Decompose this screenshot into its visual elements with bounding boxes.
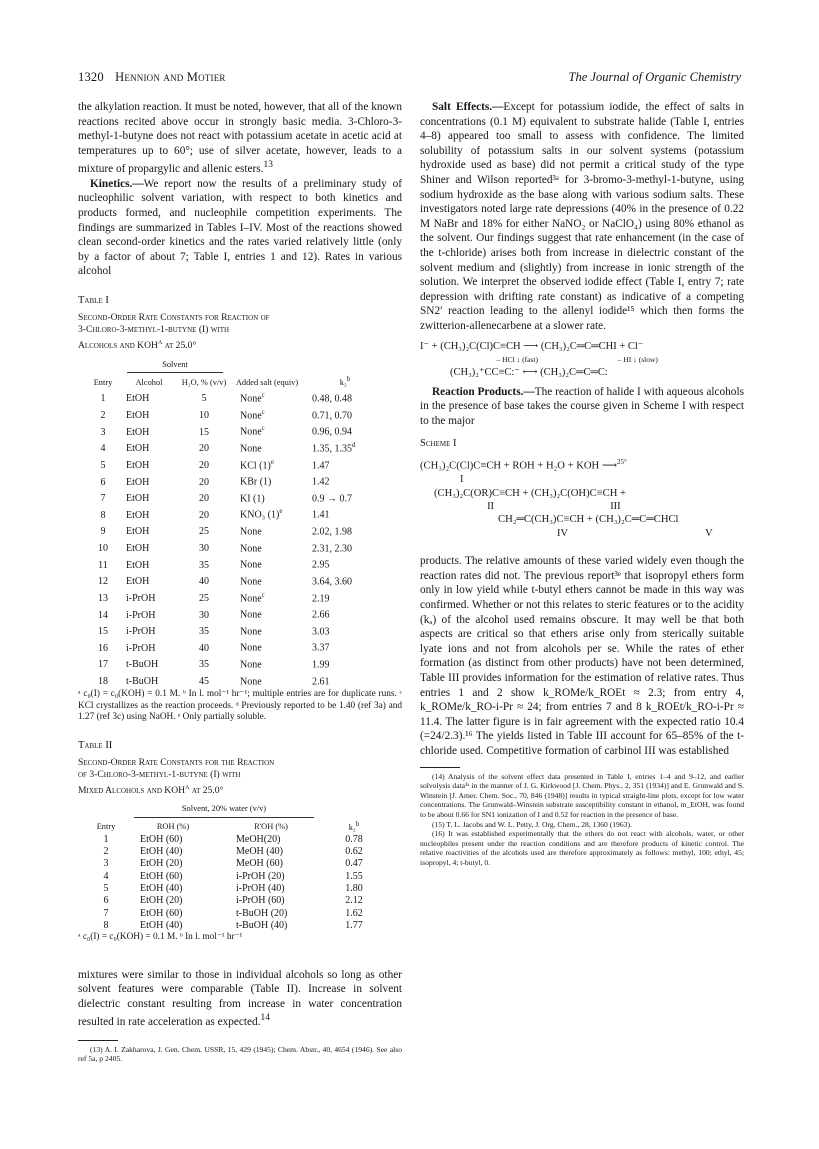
paragraph-mixtures: mixtures were similar to those in individual alcohols so long as other solvent features were comparable (Table II). Increase in solvent dielectric constant resulting from increase in water concentration resulted in rate acceleration as expected.$^{14}$ bbox=[78, 968, 402, 1029]
table-row bbox=[86, 920, 386, 932]
table-row bbox=[86, 505, 386, 522]
cell-k2: 3.37 bbox=[312, 642, 330, 654]
table-row bbox=[86, 406, 386, 423]
table-2-footnote: ᵃ c₀(I) = c₀(KOH) = 0.1 M. ᵇ In l. mol⁻¹ hr⁻¹ bbox=[78, 932, 243, 943]
cell-entry: 2 bbox=[100, 410, 106, 422]
scheme-line-1: (CH₃)₂C(Cl)C≡CH + ROH + H₂O + KOH ⟶$^{25^\circ}$ bbox=[420, 458, 627, 472]
cell-k2: 1.99 bbox=[312, 659, 330, 671]
paragraph-alkylation: the alkylation reaction. It must be noted, however, that all of the known reactions recited above occur in strongly basic media. 3-Chloro-3-methyl-1-butyne does not react with potassium acetate in acetic acid at temperatures up to 60°; use of silver acetate, however, leads to a mixture of propargylic and allenic esters.$^{13}$ bbox=[78, 101, 402, 176]
cell-alcohol: EtOH bbox=[126, 459, 150, 471]
cell-added-salt: None bbox=[240, 659, 262, 671]
cell-added-salt: KBr (1) bbox=[240, 476, 272, 488]
cell-roh: EtOH (20) bbox=[140, 895, 183, 907]
table-row bbox=[86, 472, 386, 489]
cell-roh: EtOH (60) bbox=[140, 870, 183, 882]
cell-k2: 1.35, 1.35$^d$ bbox=[312, 440, 356, 455]
scheme-1 bbox=[420, 438, 744, 540]
iodide-reaction-equation bbox=[420, 340, 744, 379]
table-2-title: Second-Order Rate Constants for the Reaction of 3-Chloro-3-methyl-1-butyne (I) with Mixed Alcohols and KOH$^a$ at 25.0° bbox=[78, 756, 275, 797]
cell-added-salt: KCl $(1)^e$ bbox=[240, 457, 274, 471]
cell-entry: 14 bbox=[98, 609, 108, 621]
cell-k2: 0.62 bbox=[345, 846, 363, 858]
cell-k2: 0.96, 0.94 bbox=[312, 426, 352, 438]
table-row bbox=[86, 539, 386, 556]
scheme-label-i: I bbox=[460, 474, 464, 486]
cell-k2: 3.64, 3.60 bbox=[312, 576, 352, 588]
cell-added-salt: None bbox=[240, 642, 262, 654]
running-header-left bbox=[78, 70, 226, 85]
cell-k2: 1.47 bbox=[312, 459, 330, 471]
cell-alcohol: i-PrOH bbox=[126, 609, 156, 621]
cell-k2: 2.61 bbox=[312, 676, 330, 688]
cell-k2: 0.71, 0.70 bbox=[312, 410, 352, 422]
footnote-13: (13) A. I. Zakharova, J. Gen. Chem. USSR, 15, 429 (1945); Chem. Abstr., 40, 4654 (1946). See also ref 5a, p 2405. bbox=[78, 1044, 402, 1064]
cell-alcohol: EtOH bbox=[126, 493, 150, 505]
table-row bbox=[86, 572, 386, 589]
scheme-label-v: V bbox=[705, 527, 713, 539]
cell-entry: 11 bbox=[98, 559, 108, 571]
cell-roh: EtOH (40) bbox=[140, 846, 183, 858]
cell-r-prime-oh: MeOH (40) bbox=[236, 846, 283, 858]
table-row bbox=[86, 389, 386, 406]
col-header-entry: Entry bbox=[96, 822, 116, 832]
cell-k2: 1.55 bbox=[345, 870, 363, 882]
cell-added-salt: None$^c$ bbox=[240, 590, 265, 604]
col-header-k2: k₂$^b$ bbox=[339, 374, 351, 387]
cell-water-percent: 10 bbox=[199, 410, 209, 422]
cell-roh: EtOH (20) bbox=[140, 858, 183, 870]
cell-entry: 6 bbox=[103, 895, 109, 907]
footnote-rule bbox=[420, 767, 460, 768]
cell-entry: 15 bbox=[98, 626, 108, 638]
scheme-labels-iv-v bbox=[420, 527, 744, 540]
col-header-roh: ROH (%) bbox=[156, 822, 190, 832]
cell-roh: EtOH (60) bbox=[140, 907, 183, 919]
cell-added-salt: None bbox=[240, 609, 262, 621]
table-row bbox=[86, 883, 386, 895]
table-row bbox=[86, 439, 386, 456]
cell-alcohol: EtOH bbox=[126, 410, 150, 422]
cell-r-prime-oh: MeOH (60) bbox=[236, 858, 283, 870]
cell-alcohol: EtOH bbox=[126, 509, 150, 521]
col-header-water: H₂O, % (v/v) bbox=[181, 377, 227, 387]
cell-k2: 0.9 → 0.7 bbox=[312, 493, 352, 505]
table-row bbox=[86, 672, 386, 689]
footnote-15: (15) T. L. Jacobs and W. L. Petty, J. Org. Chem., 28, 1360 (1963). bbox=[432, 819, 632, 829]
cell-entry: 16 bbox=[98, 642, 108, 654]
cell-entry: 1 bbox=[103, 833, 109, 845]
table-1-title: Second-Order Rate Constants for Reaction of 3-Chloro-3-methyl-1-butyne (I) with Alcohols and KOH$^a$ at 25.0° bbox=[78, 311, 270, 352]
cell-added-salt: None bbox=[240, 526, 262, 538]
cell-added-salt: None bbox=[240, 626, 262, 638]
table-row bbox=[86, 522, 386, 539]
cell-added-salt: None bbox=[240, 543, 262, 555]
scheme-labels-ii-iii bbox=[420, 500, 744, 513]
cell-roh: EtOH (60) bbox=[140, 833, 183, 845]
table-row bbox=[86, 456, 386, 473]
cell-k2: 2.19 bbox=[312, 592, 330, 604]
cell-water-percent: 20 bbox=[199, 459, 209, 471]
footnote-16: (16) It was established experimentally that the ethers do not react with alcohols, water, or other nucleophiles present under the reaction conditions and are therefore products of kinetic control. The relative reactivities of the alcohols used are therefore approximately as follows: methyl, 100; ethyl, 45; isopropyl, 4; t-butyl, 0. bbox=[420, 829, 744, 867]
table-row bbox=[86, 834, 386, 846]
cell-k2: 1.62 bbox=[345, 907, 363, 919]
table-row bbox=[86, 858, 386, 870]
table-1 bbox=[78, 295, 402, 724]
col-header-r-prime-oh: R'OH (%) bbox=[254, 822, 288, 832]
cell-added-salt: None bbox=[240, 576, 262, 588]
cell-r-prime-oh: t-BuOH (20) bbox=[236, 907, 288, 919]
scheme-label-iv: IV bbox=[557, 527, 568, 539]
cell-alcohol: EtOH bbox=[126, 559, 150, 571]
cell-added-salt: None$^c$ bbox=[240, 407, 265, 422]
cell-alcohol: EtOH bbox=[126, 476, 150, 488]
scheme-line-2: (CH₃)₂C(OR)C≡CH + (CH₃)₂C(OH)C≡CH + bbox=[434, 487, 626, 499]
cell-entry: 5 bbox=[103, 882, 109, 894]
cell-k2: 2.31, 2.30 bbox=[312, 543, 352, 555]
cell-water-percent: 20 bbox=[199, 509, 209, 521]
ref-14: 14 bbox=[260, 1013, 270, 1024]
salt-effects-heading: Salt Effects.— bbox=[432, 101, 504, 113]
table-row bbox=[86, 422, 386, 439]
cell-water-percent: 35 bbox=[199, 626, 209, 638]
reaction-line-3: (CH₃)₂⁺CC≡C:⁻ ⟷ (CH₃)₂C═C═C: bbox=[450, 366, 608, 378]
table-1-header-row bbox=[86, 373, 386, 389]
scheme-line-3: CH₂═C(CH₃)C≡CH + (CH₃)₂C═C═CHCl bbox=[498, 514, 679, 526]
cell-entry: 9 bbox=[100, 526, 106, 538]
paragraph-products: products. The relative amounts of these varied widely even though the reaction rates did not. The previous report³ᵉ that isopropyl ethers form only in low yield while t-butyl ethers cannot be made in this way was confirmed. Whether or not this relates to steric features or to the acidity (kₐ) of the alcohol used remains obscure. It may well be that both aspects are critical so that ethers arise only from sterically suitable lyate ions and not from alcohols per se. While the rates of ether formation (as distinct from other products) have not been determined, Table III provides information for the estimation of relative rates. Thus entries 1 and 2 show k_ROMe/k_ROEt ≈ 2.3; from entry 4, k_ROMe/k_RO-i-Pr ≈ 24; from entries 7 and 8 k_ROEt/k_RO-i-Pr ≈ 11.4. The latter figure is in fair agreement with the expected ratio 10.4 (=24/2.3).¹⁶ The yields listed in Table III account for 65–85% of the t-chloride used. Competitive formation of carbinol III was established bbox=[420, 555, 744, 757]
cell-water-percent: 25 bbox=[199, 592, 209, 604]
cell-r-prime-oh: i-PrOH (40) bbox=[236, 882, 285, 894]
col-header-added-salt: Added salt (equiv) bbox=[235, 377, 299, 387]
table-1-footnote: ᵃ c₀(I) = c₀(KOH) = 0.1 M. ᵇ In l. mol⁻¹ hr⁻¹; multiple entries are for duplicate runs. ᶜ KCl crystallizes as the reaction proceeds. ᵈ Previously reported to be 1.40 (ref 3a) and 1.27 (ref 3c) using NaOH. ᵉ Only partially soluble. bbox=[78, 689, 402, 723]
kinetics-heading: Kinetics.— bbox=[90, 177, 144, 190]
reaction-line-1: I⁻ + (CH₃)₂C(Cl)C≡CH ⟶ (CH₃)₂C═C═CHI + Cl⁻ bbox=[420, 340, 644, 352]
table-2 bbox=[78, 740, 402, 944]
cell-alcohol: t-BuOH bbox=[126, 659, 159, 671]
reaction-arrow-labels bbox=[420, 353, 744, 366]
table-row bbox=[86, 895, 386, 907]
cell-alcohol: EtOH bbox=[126, 526, 150, 538]
cell-r-prime-oh: MeOH(20) bbox=[236, 833, 281, 845]
cell-entry: 7 bbox=[100, 493, 106, 505]
cell-alcohol: EtOH bbox=[126, 576, 150, 588]
cell-water-percent: 45 bbox=[199, 676, 209, 688]
cell-entry: 4 bbox=[103, 870, 109, 882]
cell-alcohol: i-PrOH bbox=[126, 592, 156, 604]
scheme-1-title: Scheme I bbox=[420, 438, 457, 450]
table-row bbox=[86, 605, 386, 622]
table-2-header-row bbox=[86, 818, 386, 834]
cell-water-percent: 25 bbox=[199, 526, 209, 538]
cell-r-prime-oh: i-PrOH (20) bbox=[236, 870, 285, 882]
cell-entry: 3 bbox=[103, 858, 109, 870]
col-header-k2: k₂$^b$ bbox=[348, 819, 360, 832]
cell-entry: 13 bbox=[98, 592, 108, 604]
cell-k2: 2.02, 1.98 bbox=[312, 526, 352, 538]
paragraph-reaction-products: Reaction Products.—The reaction of halide I with aqueous alcohols in the presence of base takes the course given in Scheme I with respect to the major bbox=[420, 385, 744, 427]
cell-entry: 18 bbox=[98, 676, 108, 688]
cell-added-salt: None bbox=[240, 443, 262, 455]
cell-entry: 1 bbox=[100, 393, 106, 405]
cell-added-salt: KI (1) bbox=[240, 493, 265, 505]
cell-added-salt: None$^c$ bbox=[240, 424, 265, 438]
cell-entry: 3 bbox=[100, 426, 106, 438]
cell-added-salt: None$^c$ bbox=[240, 391, 265, 405]
cell-entry: 2 bbox=[103, 846, 109, 858]
cell-water-percent: 15 bbox=[199, 426, 209, 438]
table-row bbox=[86, 871, 386, 883]
table-2-grid bbox=[86, 803, 386, 932]
cell-entry: 7 bbox=[103, 907, 109, 919]
cell-entry: 10 bbox=[98, 543, 108, 555]
cell-water-percent: 20 bbox=[199, 476, 209, 488]
arrow-label-fast: – HCl ↓ (fast) bbox=[496, 354, 538, 364]
cell-alcohol: EtOH bbox=[126, 393, 150, 405]
cell-roh: EtOH (40) bbox=[140, 882, 183, 894]
footnote-14: (14) Analysis of the solvent effect data presented in Table I, entries 1–4 and 9–12, and earlier solvolysis data³ᵃ in the manner of J. G. Kirkwood [J. Chem. Phys., 2, 351 (1934)] and E. Grunwald and S. Winstein [J. Amer. Chem. Soc., 70, 846 (1948)] results in typical straight-line plots, except for low water concentrations. The Grunwald–Winstein substrate susceptibility constant in ethanol, m_EtOH, was found to be about 0.66 for SN1 ionization of I and 0.52 for reaction in the presence of base. bbox=[420, 771, 744, 819]
cell-alcohol: EtOH bbox=[126, 443, 150, 455]
scheme-label-iii: III bbox=[610, 501, 621, 513]
cell-k2: 1.80 bbox=[345, 882, 363, 894]
table-row bbox=[86, 622, 386, 639]
cell-alcohol: i-PrOH bbox=[126, 642, 156, 654]
col-header-entry: Entry bbox=[93, 377, 113, 387]
cell-water-percent: 5 bbox=[201, 393, 207, 405]
cell-water-percent: 20 bbox=[199, 493, 209, 505]
cell-k2: 2.66 bbox=[312, 609, 330, 621]
cell-water-percent: 30 bbox=[199, 543, 209, 555]
col-header-alcohol: Alcohol bbox=[135, 377, 163, 387]
cell-k2: 2.12 bbox=[345, 895, 363, 907]
cell-entry: 8 bbox=[103, 919, 109, 931]
cell-water-percent: 20 bbox=[199, 443, 209, 455]
cell-water-percent: 40 bbox=[199, 642, 209, 654]
table-2-number: Table II bbox=[78, 739, 113, 751]
table-row bbox=[86, 655, 386, 672]
page-number: 1320 bbox=[78, 70, 104, 84]
cell-alcohol: i-PrOH bbox=[126, 626, 156, 638]
cell-added-salt: KNO₃ $(1)^e$ bbox=[240, 507, 283, 521]
cell-entry: 8 bbox=[100, 509, 106, 521]
cell-water-percent: 35 bbox=[199, 559, 209, 571]
cell-k2: 0.47 bbox=[345, 858, 363, 870]
paragraph-salt-effects: Salt Effects.—Except for potassium iodide, the effect of salts in concentrations (0.1 M) equivalent to substrate halide (Table I, entries 4–8) appeared too small to assess with confidence. The limited solubility of potassium salts in our solvent systems (potassium hydroxide used as base) did not permit a critical study of the type Shiner and Wilson reported³ᵃ for 3-bromo-3-methyl-1-butyne, using sodium hydroxide as the base along with various sodium salts. These investigators noted large rate depressions (40% in the presence of 0.22 M NaBr and 18% for either NaNO₂ or NaClO₄) using 80% ethanol as the solvent. Our findings suggest that rate enhancement (in the case of the t-chloride) arises both from increase in dielectric constant of the solvent medium and (slightly) from increase in ionic strength of the solution. We interpret the observed iodide effect (Table I, entry 7; rate depression with drifting rate constant) as indicative of a competing SN2′ reaction leading to the allenyl iodide¹⁵ which then forms the zwitterion-allenecarbene at a slower rate. bbox=[420, 101, 744, 332]
cell-r-prime-oh: t-BuOH (40) bbox=[236, 919, 288, 931]
cell-k2: 0.78 bbox=[345, 833, 363, 845]
table-row bbox=[86, 489, 386, 506]
author-names: Hennion and Motier bbox=[115, 70, 226, 84]
reaction-products-heading: Reaction Products.— bbox=[432, 385, 535, 398]
cell-added-salt: None bbox=[240, 559, 262, 571]
cell-alcohol: EtOH bbox=[126, 543, 150, 555]
cell-entry: 12 bbox=[98, 576, 108, 588]
cell-roh: EtOH (40) bbox=[140, 919, 183, 931]
table-row bbox=[86, 638, 386, 655]
table-row bbox=[86, 846, 386, 858]
cell-k2: 2.95 bbox=[312, 559, 330, 571]
footnote-rule bbox=[78, 1040, 118, 1041]
scheme-label-ii: II bbox=[487, 501, 494, 513]
arrow-label-slow: – HI ↓ (slow) bbox=[617, 354, 658, 364]
cell-water-percent: 40 bbox=[199, 576, 209, 588]
table-1-number: Table I bbox=[78, 294, 109, 306]
cell-entry: 17 bbox=[98, 659, 108, 671]
cell-r-prime-oh: i-PrOH (60) bbox=[236, 895, 285, 907]
paragraph-kinetics: Kinetics.—We report now the results of a preliminary study of nucleophilic solvent variation, with respect to both kinetics and products formed, and nucleophile competition experiments. The findings are summarized in Tables I–IV. Most of the reactions showed clean second-order kinetics and the rates varied relatively little (only by a factor of about 7; Table I, entries 1 and 12). Rates in various alcohol bbox=[78, 177, 402, 278]
table-2-solvent-header: Solvent, 20% water (v/v) bbox=[134, 803, 314, 817]
cell-alcohol: EtOH bbox=[126, 426, 150, 438]
cell-entry: 4 bbox=[100, 443, 106, 455]
cell-added-salt: None bbox=[240, 676, 262, 688]
cell-entry: 6 bbox=[100, 476, 106, 488]
cell-entry: 5 bbox=[100, 459, 106, 471]
cell-k2: 3.03 bbox=[312, 626, 330, 638]
table-1-grid bbox=[86, 359, 386, 689]
journal-name: The Journal of Organic Chemistry bbox=[568, 70, 741, 84]
cell-water-percent: 30 bbox=[199, 609, 209, 621]
cell-k2: 0.48, 0.48 bbox=[312, 393, 352, 405]
table-row bbox=[86, 589, 386, 606]
table-1-solvent-header: Solvent bbox=[127, 359, 223, 373]
cell-water-percent: 35 bbox=[199, 659, 209, 671]
cell-k2: 1.42 bbox=[312, 476, 330, 488]
ref-13: 13 bbox=[263, 160, 273, 171]
right-column bbox=[420, 100, 744, 868]
cell-k2: 1.77 bbox=[345, 919, 363, 931]
table-row bbox=[86, 555, 386, 572]
cell-alcohol: t-BuOH bbox=[126, 676, 159, 688]
scheme-temperature: 25° bbox=[617, 458, 627, 467]
table-row bbox=[86, 908, 386, 920]
cell-k2: 1.41 bbox=[312, 509, 330, 521]
left-column bbox=[78, 100, 402, 1064]
